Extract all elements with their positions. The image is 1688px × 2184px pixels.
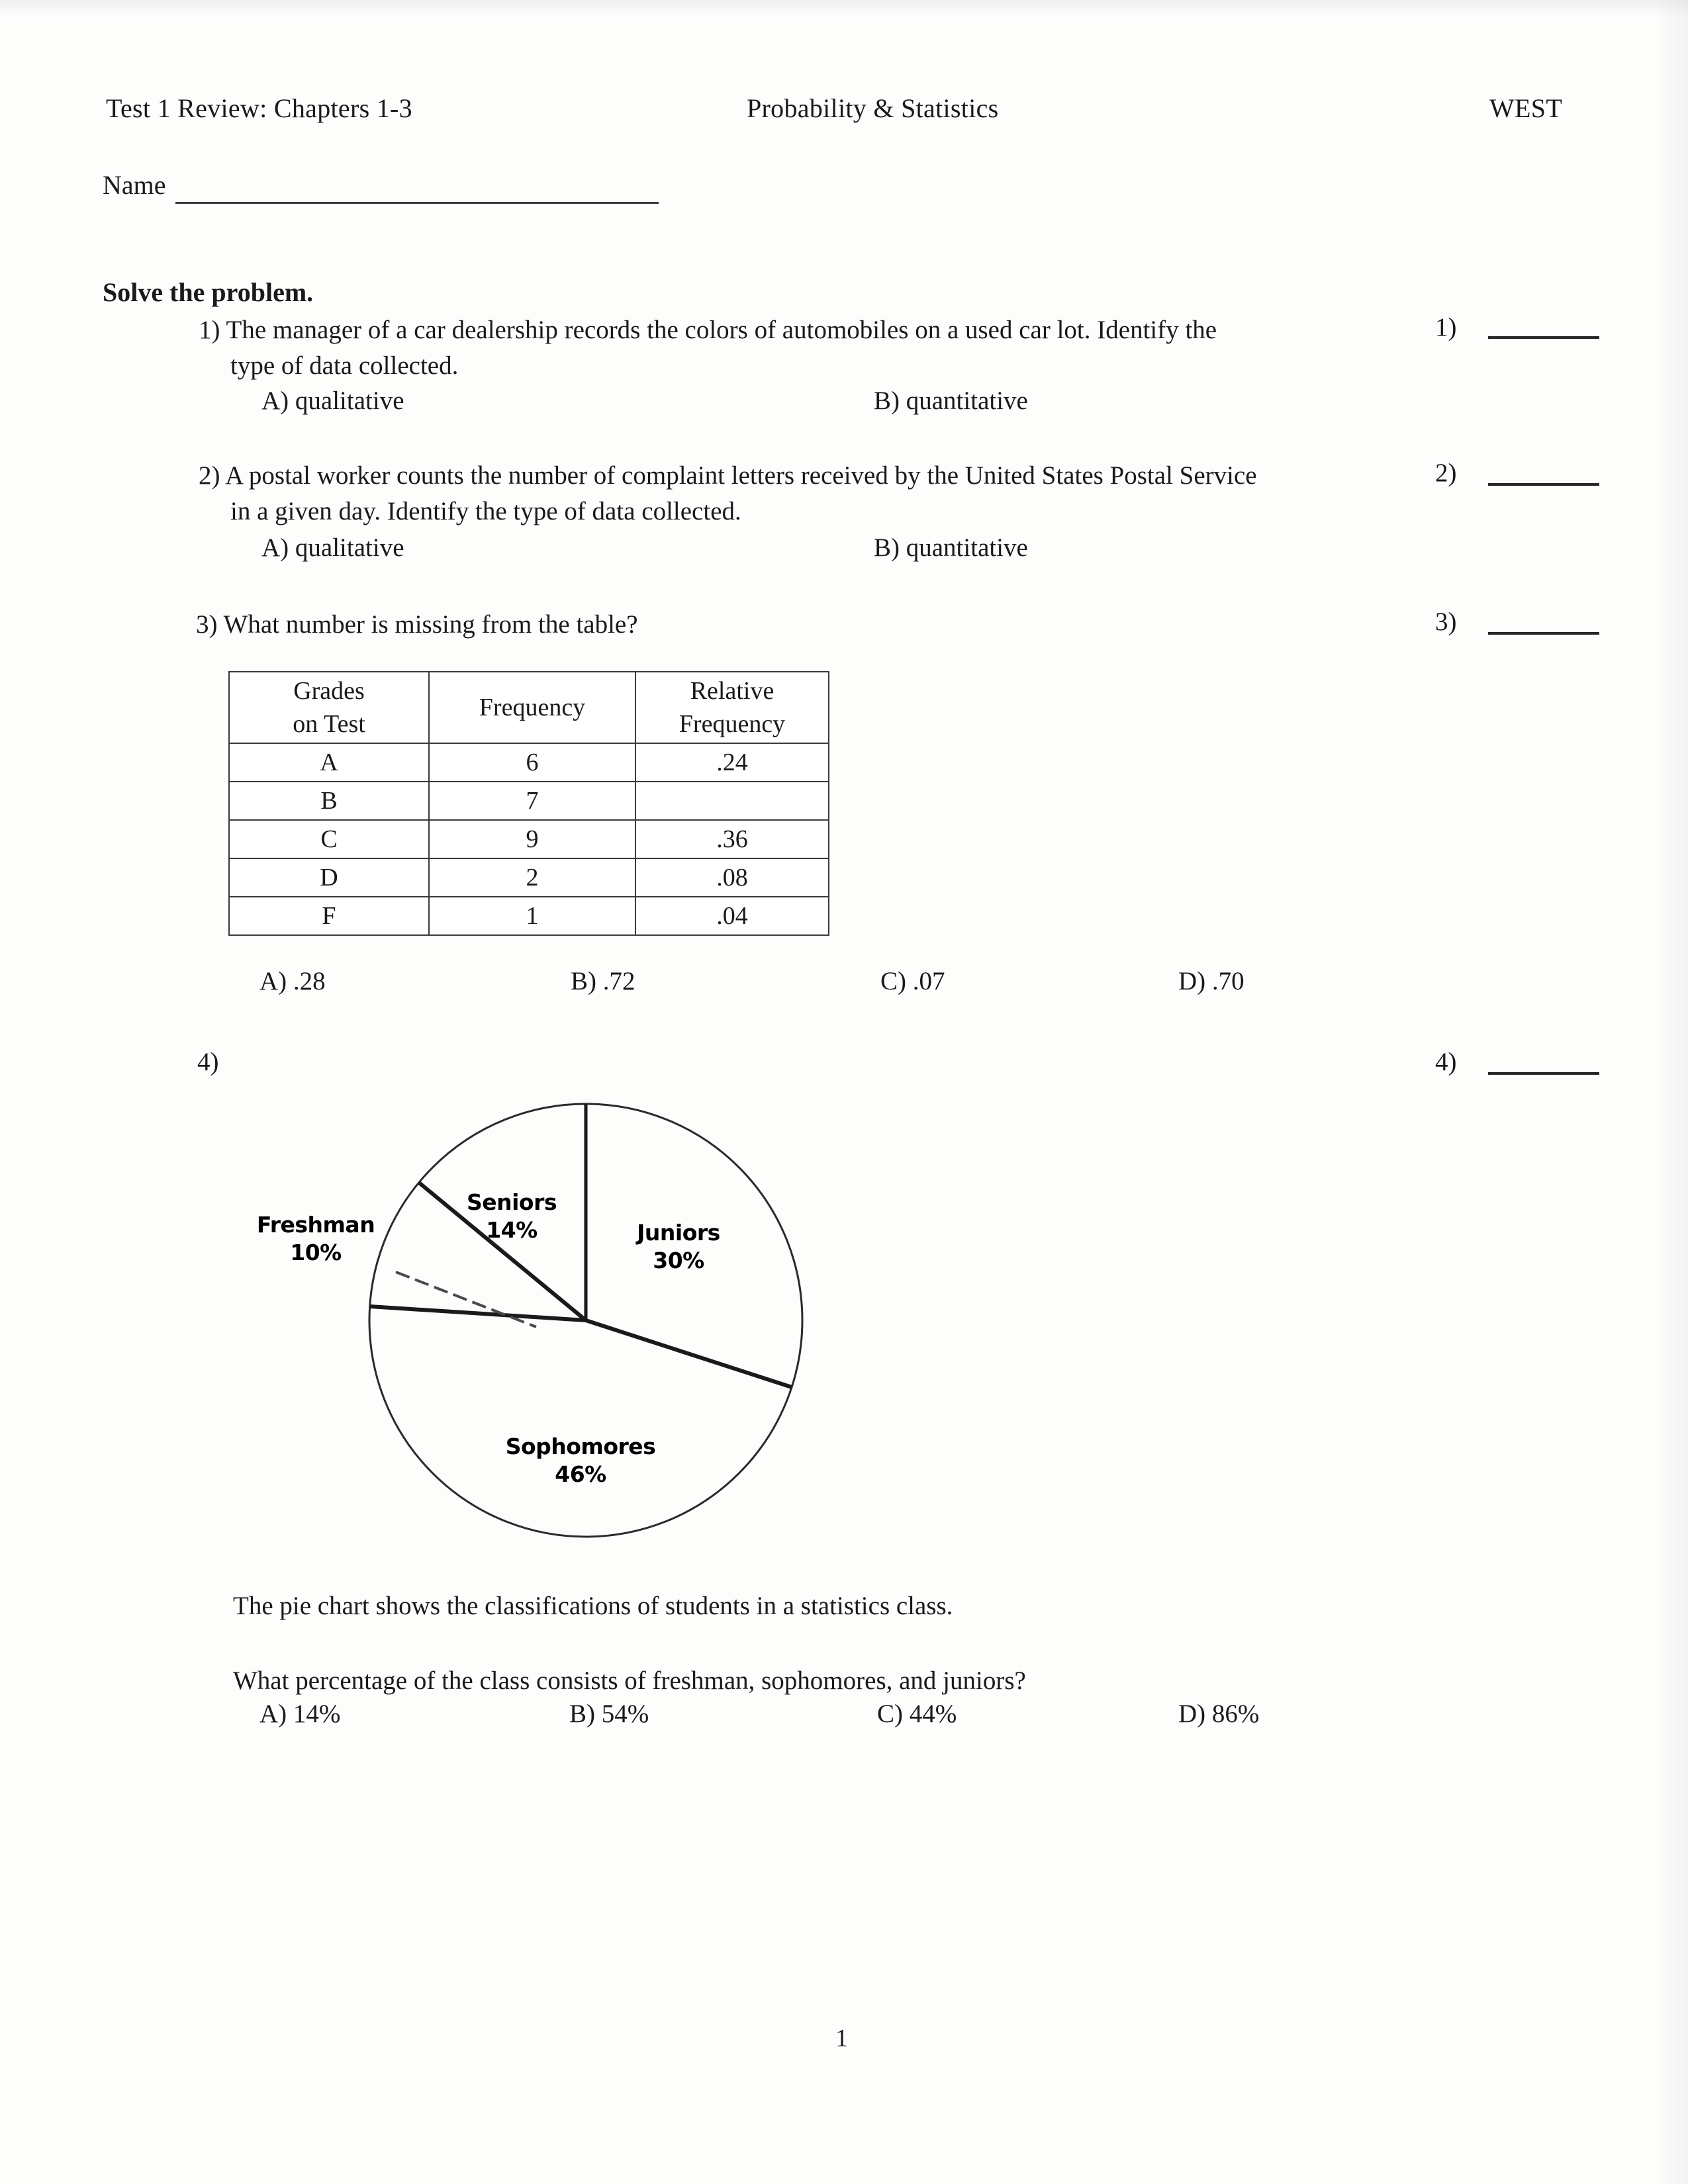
cell-frequency: 7 [429, 782, 635, 820]
pie-label-sophomores-name: Sophomores [505, 1433, 656, 1459]
table-header-grades [229, 672, 429, 743]
pie-divider-juniors-sophomores [586, 1320, 792, 1387]
question-3-option-a[interactable]: A) .28 [259, 967, 326, 995]
question-2-line-2: in a given day. Identify the type of data collected. [230, 497, 741, 525]
question-1-answer-number: 1) [1435, 313, 1457, 341]
question-2-answer-number: 2) [1435, 459, 1457, 487]
freshman-leader-line [396, 1272, 536, 1327]
pie-label-seniors-value: 14% [486, 1217, 538, 1243]
table-header-relative-line-2: Frequency [679, 710, 786, 738]
pie-label-juniors [609, 1219, 748, 1275]
pie-label-freshman [233, 1211, 399, 1267]
question-1-line-1: 1) The manager of a car dealership records the colors of automobiles on a used car lot. Identify the [199, 316, 1217, 344]
cell-frequency: 1 [429, 897, 635, 935]
cell-grade: A [229, 743, 429, 782]
question-1-option-a[interactable]: A) qualitative [261, 387, 404, 415]
question-3-answer-number: 3) [1435, 608, 1457, 636]
frequency-table [228, 671, 829, 936]
table-header-relative-line-1: Relative [690, 677, 774, 705]
question-1-answer-blank[interactable] [1488, 336, 1599, 339]
header-left-title: Test 1 Review: Chapters 1-3 [106, 93, 412, 123]
pie-label-sophomores [485, 1433, 677, 1488]
question-4-option-a[interactable]: A) 14% [259, 1700, 341, 1728]
cell-relative-frequency: .36 [635, 820, 829, 858]
question-3-option-d[interactable]: D) .70 [1178, 967, 1244, 995]
cell-grade: B [229, 782, 429, 820]
pie-chart [256, 1079, 847, 1582]
question-1-option-b[interactable]: B) quantitative [874, 387, 1028, 415]
question-4-number: 4) [197, 1048, 219, 1076]
question-2-line-1: 2) A postal worker counts the number of complaint letters received by the United States Postal Service [199, 461, 1257, 490]
header-center-title: Probability & Statistics [747, 93, 999, 123]
table-row [229, 743, 829, 782]
question-3-option-c[interactable]: C) .07 [880, 967, 945, 995]
pie-label-seniors [442, 1189, 581, 1244]
question-2-option-a[interactable]: A) qualitative [261, 533, 404, 562]
pie-divider-sophomores-freshman [370, 1306, 586, 1320]
page-number: 1 [835, 2025, 848, 2052]
table-header-relative-frequency [635, 672, 829, 743]
scan-edge-right [1654, 0, 1688, 2184]
question-4-answer-number: 4) [1435, 1048, 1457, 1076]
table-row [229, 858, 829, 897]
question-4-option-b[interactable]: B) 54% [569, 1700, 649, 1728]
question-3-answer-blank[interactable] [1488, 632, 1599, 635]
cell-frequency: 9 [429, 820, 635, 858]
question-4-option-d[interactable]: D) 86% [1178, 1700, 1260, 1728]
table-row [229, 782, 829, 820]
cell-grade: D [229, 858, 429, 897]
name-blank-line[interactable] [175, 202, 659, 204]
question-4-prompt: What percentage of the class consists of freshman, sophomores, and juniors? [233, 1666, 1026, 1695]
header-right-label: WEST [1489, 93, 1563, 123]
section-title: Solve the problem. [103, 277, 314, 307]
pie-label-freshman-name: Freshman [256, 1212, 375, 1238]
question-2-answer-blank[interactable] [1488, 483, 1599, 486]
pie-chart-svg [344, 1079, 847, 1582]
pie-label-juniors-name: Juniors [637, 1220, 720, 1246]
pie-label-juniors-value: 30% [653, 1248, 704, 1273]
table-header-frequency [429, 672, 635, 743]
table-header-grades-line-1: Grades [293, 677, 365, 705]
table-header-grades-line-2: on Test [293, 710, 365, 738]
question-2-option-b[interactable]: B) quantitative [874, 533, 1028, 562]
question-4-caption: The pie chart shows the classifications of students in a statistics class. [233, 1592, 953, 1620]
pie-label-sophomores-value: 46% [555, 1461, 606, 1487]
scan-edge-top [0, 0, 1688, 17]
cell-frequency: 2 [429, 858, 635, 897]
pie-label-seniors-name: Seniors [466, 1189, 557, 1215]
cell-relative-frequency: .24 [635, 743, 829, 782]
cell-frequency: 6 [429, 743, 635, 782]
question-4-option-c[interactable]: C) 44% [877, 1700, 957, 1728]
question-3-option-b[interactable]: B) .72 [571, 967, 635, 995]
table-header-row [229, 672, 829, 743]
question-1-line-2: type of data collected. [230, 351, 459, 380]
name-label: Name [103, 170, 166, 200]
cell-relative-frequency: .08 [635, 858, 829, 897]
table-row [229, 897, 829, 935]
question-3-prompt: 3) What number is missing from the table? [196, 610, 638, 639]
cell-grade: C [229, 820, 429, 858]
question-4-answer-blank[interactable] [1488, 1072, 1599, 1075]
table-row [229, 820, 829, 858]
pie-label-freshman-value: 10% [290, 1240, 342, 1265]
table-header-frequency-line-1: Frequency [479, 694, 586, 721]
cell-relative-frequency [635, 782, 829, 820]
cell-relative-frequency: .04 [635, 897, 829, 935]
cell-grade: F [229, 897, 429, 935]
